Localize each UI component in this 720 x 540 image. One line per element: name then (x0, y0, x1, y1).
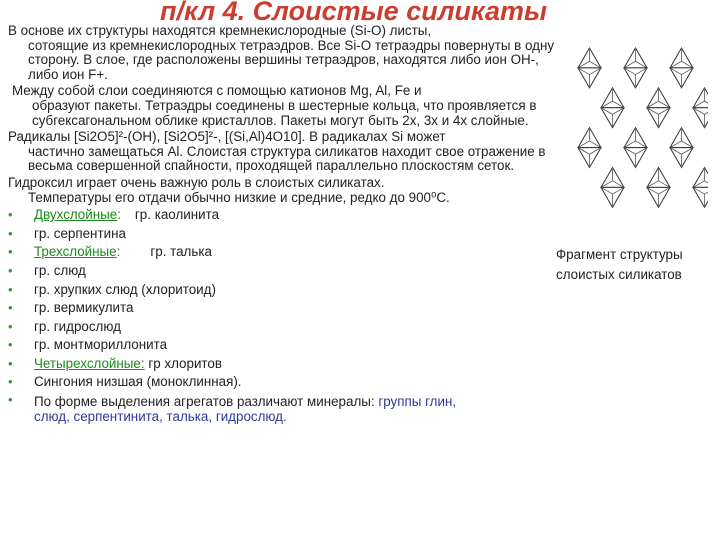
tetrahedron-shape (693, 108, 708, 128)
list-item-text: гр. каолинита (134, 207, 220, 223)
tetrahedron-shape (693, 187, 708, 207)
paragraph-radicals-rest: частично замещаться Al. Слоистая структура силикатов находит свое отражение в весьма совершенной спайности, проходящей параллельно плоскостям сеток. (28, 143, 546, 174)
list-item-text: гр. гидрослюд (34, 318, 121, 334)
list-item-text: гр. вермикулита (34, 300, 134, 316)
link-two-layer[interactable]: Двухслойные (34, 207, 118, 223)
paragraph-radicals (8, 130, 558, 174)
list-item (8, 392, 558, 424)
paragraph-layers (8, 84, 558, 128)
bullet-icon: • (8, 207, 13, 223)
list-item-text: Сингония низшая (моноклинная). (34, 374, 242, 390)
link-three-layer[interactable]: Трехслойные (34, 244, 117, 260)
tetrahedron-shape (670, 148, 693, 168)
list-item-text: гр. серпентина (34, 225, 126, 241)
bullet-icon: • (8, 244, 13, 260)
highlight-text: группы глин, (378, 394, 457, 410)
tetrahedron-shape (670, 48, 693, 68)
bullet-icon: • (8, 225, 13, 241)
list-item-text: гр. слюд (34, 262, 86, 278)
tetrahedron-shape (624, 68, 647, 88)
tetrahedron-shape (670, 68, 693, 88)
tetrahedron-shape (578, 48, 601, 68)
bullet-icon: • (8, 374, 13, 390)
tetrahedron-shape (578, 148, 601, 168)
paragraph-hydroxyl (8, 176, 558, 205)
list-item-text: гр. талька (150, 244, 212, 260)
list-item (8, 355, 558, 374)
highlight-text: слюд, серпентинита, талька, гидрослюд. (34, 409, 287, 425)
bullet-icon: • (8, 281, 13, 297)
bullet-icon: • (8, 300, 13, 316)
paragraph-radicals-line1: Радикалы [Si2O5]²-(OH), [Si2O5]²-, [(Si,Al)4O10]. В радикалах Si может (8, 129, 446, 145)
list-item: • Трехслойные: гр. талька (8, 244, 212, 260)
bullet-icon: • (8, 337, 13, 353)
paragraph-structure-line1: В основе их структуры находятся кремнекислородные (Si-O) листы, (8, 23, 432, 38)
list-item-text: гр хлоритов (148, 355, 222, 371)
list-item (8, 373, 558, 392)
slide-title: п/кл 4. Слоистые силикаты (160, 0, 548, 26)
paragraph-layers-line1: Между собой слои соединяются с помощью катионов Mg, Al, Fe и (12, 83, 422, 99)
tetrahedron-shape (624, 48, 647, 68)
bullet-icon: • (8, 318, 13, 334)
paragraph-structure (8, 24, 558, 82)
paragraph-hydroxyl-rest: Температуры его отдачи обычно низкие и средние, редко до 900⁰С. (28, 189, 450, 205)
caption-line1: Фрагмент структуры (556, 247, 683, 262)
tetrahedron-shape (693, 168, 708, 188)
tetrahedron-shape (647, 168, 670, 188)
list-item (8, 336, 558, 355)
tetrahedron-shape (693, 88, 708, 108)
list-item-text: гр. хрупких слюд (хлоритоид) (34, 281, 216, 297)
tetrahedron-shape (601, 168, 624, 188)
list-item: • Двухслойные: гр. каолинита (8, 207, 220, 223)
figure-caption (556, 245, 720, 285)
tetrahedron-shape (601, 88, 624, 108)
paragraph-layers-rest: образуют пакеты. Тетраэдры соединены в шестерные кольца, что проявляется в субгексагональном облике кристаллов. Пакеты могут быть 2х, 3х и 4х слойные. (32, 97, 537, 128)
list-item-text: По форме выделения агрегатов различают минералы: (34, 394, 375, 410)
tetrahedron-shape (647, 88, 670, 108)
mineral-group-list (8, 206, 558, 424)
paragraph-hydroxyl-line1: Гидроксил играет очень важную роль в слоистых силикатах. (8, 174, 385, 190)
tetrahedron-shape (647, 187, 670, 207)
silicate-layer-structure-figure (566, 40, 708, 215)
link-four-layer[interactable]: Четырехслойные: (34, 355, 145, 371)
bullet-icon: • (8, 392, 13, 408)
tetrahedron-shape (601, 187, 624, 207)
list-item-text: гр. монтмориллонита (34, 337, 168, 353)
list-item (8, 281, 558, 300)
tetrahedron-shape (601, 108, 624, 128)
tetrahedron-shape (578, 68, 601, 88)
tetrahedron-shape (578, 128, 601, 148)
bullet-icon: • (8, 355, 13, 371)
list-item (8, 225, 558, 244)
bullet-icon: • (8, 262, 13, 278)
paragraph-structure-rest: сотоящие из кремнекислородных тетраэдров. Все Si-O тетраэдры повернуты в одну сторону. В слое, где расположены вершины тетраэдров, находятся либо ион ОН-, либо ион F+. (28, 37, 555, 82)
tetrahedron-shape (647, 108, 670, 128)
tetrahedron-shape (624, 128, 647, 148)
list-item (8, 299, 558, 318)
caption-line2: слоистых силикатов (556, 267, 682, 282)
main-text-block (8, 24, 558, 424)
list-item (8, 262, 558, 281)
tetrahedron-shape (624, 148, 647, 168)
list-item (8, 318, 558, 337)
tetrahedron-shape (670, 128, 693, 148)
